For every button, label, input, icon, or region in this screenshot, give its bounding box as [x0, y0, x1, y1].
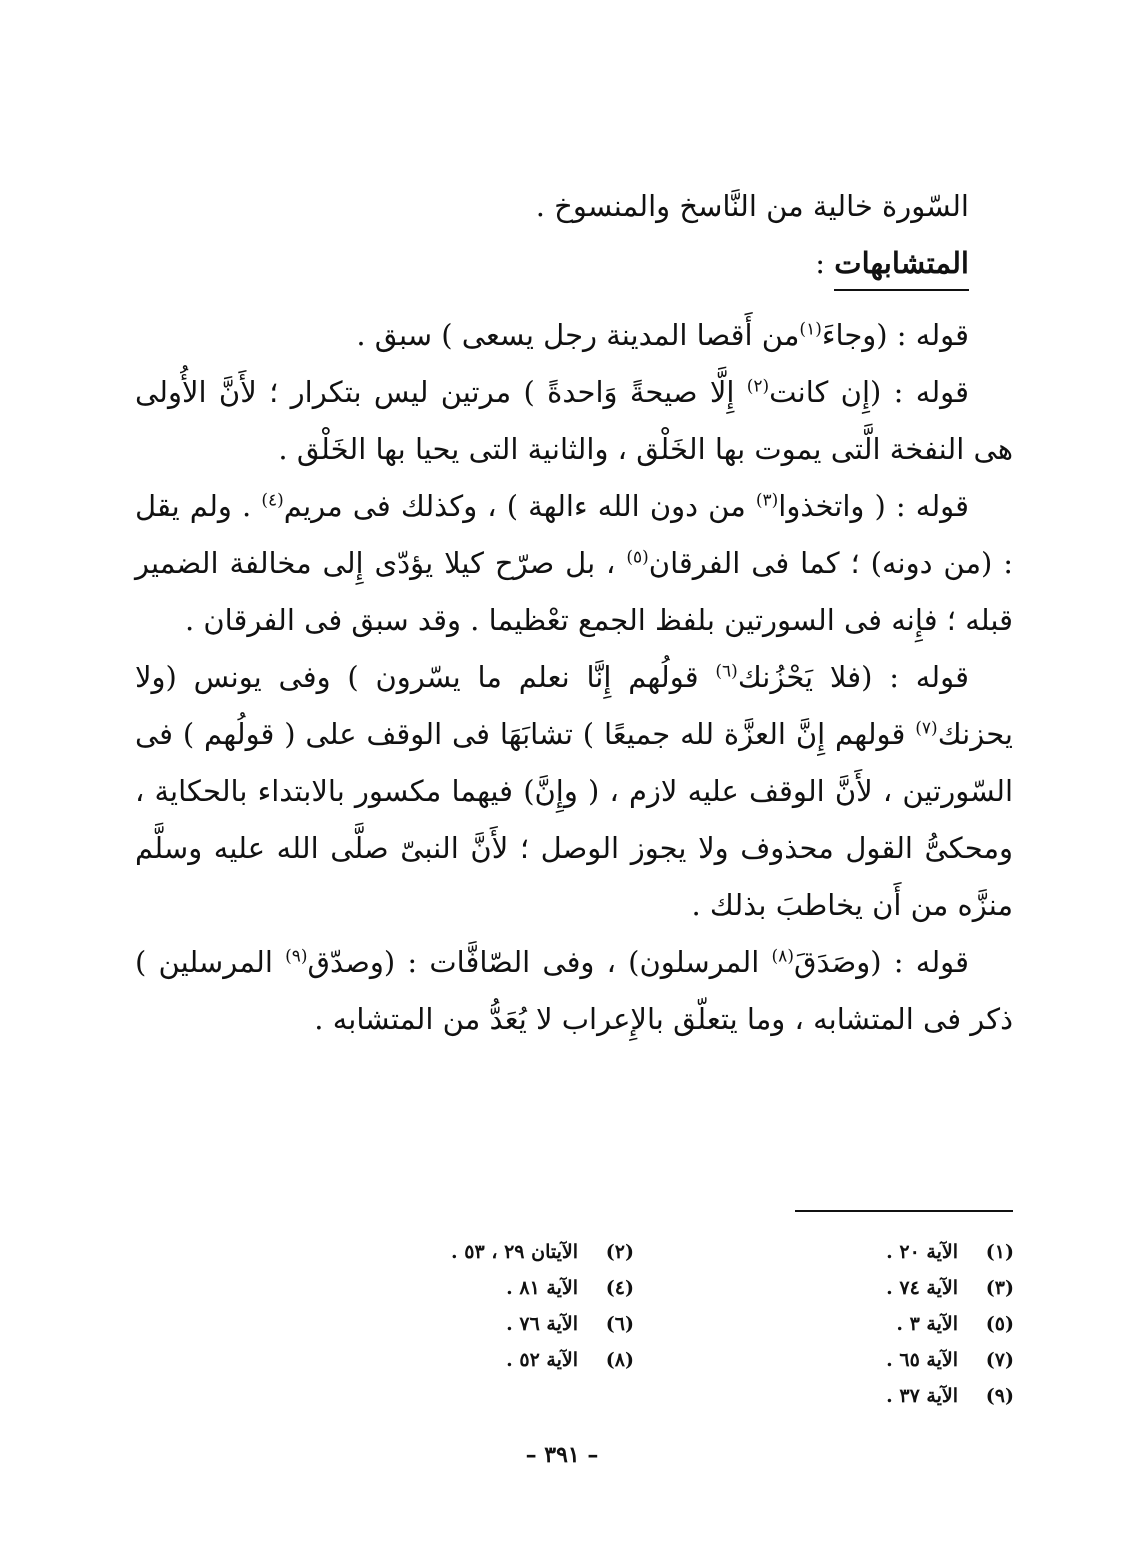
footnote-5: (٥) الآية ٣ .: [896, 1313, 1014, 1335]
footnote-4: (٤) الآية ٨١ .: [506, 1277, 634, 1299]
page-number: – ٣٩١ –: [525, 1442, 599, 1468]
footnote-mark-3: (٣): [755, 490, 779, 511]
heading-text: المتشابهات: [834, 241, 969, 291]
footnote-mark-2: (٢): [746, 376, 770, 397]
footnote-9: (٩) الآية ٣٧ .: [886, 1385, 1014, 1407]
footnote-3: (٣) الآية ٧٤ .: [886, 1277, 1014, 1299]
footnote-2: (٢) الآيتان ٢٩ ، ٥٣ .: [451, 1241, 634, 1263]
footnote-mark-4: (٤): [261, 490, 284, 511]
footnote-7: (٧) الآية ٦٥ .: [886, 1349, 1014, 1371]
footnote-mark-6: (٦): [715, 661, 738, 682]
paragraph-1: قوله : (وجاءَ$^{(١)}$من أَقصا المدينة رجل يسعى ) سبق .: [356, 318, 969, 352]
footnote-separator: [795, 1210, 1013, 1212]
footnote-mark-8: (٨): [771, 946, 794, 967]
paragraph-2: قوله : (إِن كانت$^{(٢)}$ إِلَّا صيحةً وَاحدةً ) مرتين ليس بتكرار ؛ لأَنَّ الأُولى هى النفخة الَّتى يموت بها الخَلْق ، والثانية التى يحيا بها الخَلْق .: [135, 375, 1013, 466]
footnotes: [214, 1236, 1014, 1412]
paragraph-4: قوله : (فلا يَحْزُنك$^{(٦)}$ قولُهم إِنَّا نعلم ما يسّرون ) وفى يونس (ولا يحزنك$^{(٧)}$ قولهم إِنَّ العزَّة لله جميعًا ) تشابَهَا فى الوقف على ( قولُهم ) فى السّورتين ، لأَنَّ الوقف عليه لازم ، ( وإِنَّ) فيهما مكسور بالابتداء بالحكاية ، ومحكىُّ القول محذوف ولا يجوز الوصل ؛ لأَنَّ النبىّ صلَّى الله عليه وسلَّم منزَّه من أَن يخاطبَ بذلك .: [135, 660, 1013, 922]
main-text: [135, 178, 1013, 1048]
footnote-mark-5: (٥): [626, 547, 649, 568]
footnote-mark-9: (٩): [285, 946, 308, 967]
intro-line: السّورة خالية من النَّاسخ والمنسوخ .: [535, 189, 969, 223]
footnote-1: (١) الآية ٢٠ .: [886, 1241, 1014, 1263]
footnote-6: (٦) الآية ٧٦ .: [506, 1313, 634, 1335]
section-heading: [135, 235, 1013, 307]
footnote-mark-1: (١): [799, 319, 822, 340]
footnote-mark-7: (٧): [915, 718, 938, 739]
heading-colon: :: [815, 246, 835, 280]
paragraph-3: قوله : ( واتخذوا$^{(٣)}$ من دون الله ءالهة ) ، وكذلك فى مريم$^{(٤)}$ . ولم يقل : (من دونه) ؛ كما فى الفرقان$^{(٥)}$ ، بل صرّح كيلا يؤدّى إِلى مخالفة الضمير قبله ؛ فإِنه فى السورتين بلفظ الجمع تعْظيما . وقد سبق فى الفرقان .: [135, 489, 1014, 637]
paragraph-5: قوله : (وصَدَقَ$^{(٨)}$ المرسلون) ، وفى الصّافَّات : (وصدّق$^{(٩)}$ المرسلين ) ذكر فى المتشابه ، وما يتعلّق بالإِعراب لا يُعَدُّ من المتشابه .: [135, 945, 1013, 1036]
footnote-8: (٨) الآية ٥٢ .: [506, 1349, 634, 1371]
